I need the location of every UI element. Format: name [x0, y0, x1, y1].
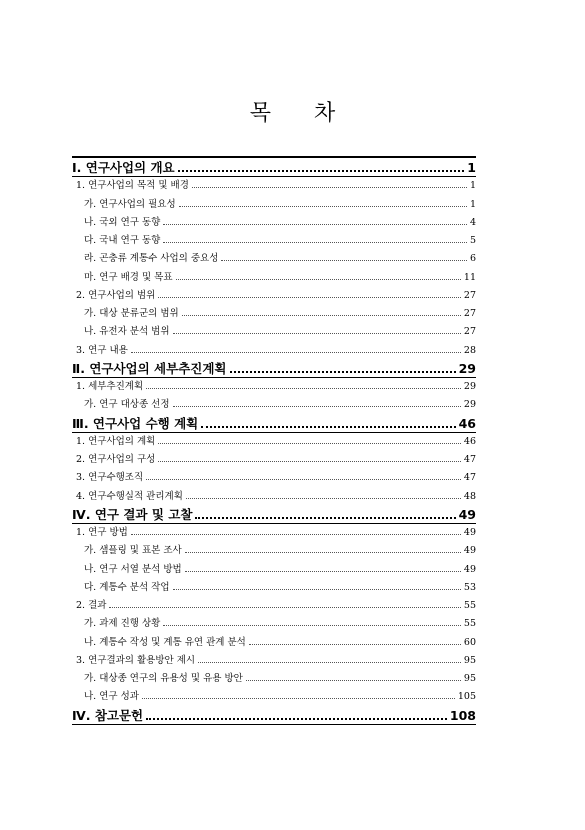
dot-leader: [186, 498, 461, 499]
dot-leader: [182, 315, 461, 316]
dot-leader: [173, 333, 461, 334]
toc-entry-page: 47: [463, 472, 476, 484]
toc-subsection[interactable]: [72, 615, 476, 633]
toc-subsection[interactable]: [72, 561, 476, 579]
dot-leader: [176, 279, 461, 280]
toc-section[interactable]: [72, 469, 476, 487]
dot-leader: [198, 662, 461, 663]
toc-entry-label: 나. 계통수 작성 및 계통 유연 관계 분석: [84, 636, 246, 648]
toc-entry-page: 27: [463, 308, 476, 319]
toc-entry-label: Ⅳ. 연구 결과 및 고찰: [72, 506, 193, 522]
toc-entry-label: 나. 연구 서열 분석 방법: [84, 563, 182, 575]
dot-leader: [163, 224, 467, 225]
dot-leader: [131, 352, 461, 353]
dot-leader: [179, 206, 467, 207]
toc-section[interactable]: [72, 451, 476, 469]
toc-entry-page: 48: [463, 490, 476, 502]
toc-entry-page: 29: [463, 399, 476, 411]
toc-section[interactable]: [72, 433, 476, 451]
toc-entry-page: 49: [463, 545, 476, 557]
toc-subsection[interactable]: [72, 579, 476, 597]
dot-leader: [163, 625, 461, 626]
toc-subsection[interactable]: [72, 269, 476, 287]
toc-subsection[interactable]: [72, 542, 476, 560]
toc-entry-label: 3. 연구수행조직: [76, 472, 144, 484]
toc-section[interactable]: [72, 287, 476, 305]
dot-leader: [249, 644, 461, 645]
toc-entry-page: 1: [469, 180, 476, 192]
dot-leader: [230, 371, 456, 373]
toc-entry-page: 105: [457, 691, 476, 703]
toc-entry-page: 1: [467, 160, 476, 175]
dot-leader: [185, 552, 461, 553]
toc-entry-label: Ⅲ. 연구사업 수행 계획: [72, 415, 199, 431]
toc-entry-page: 29: [458, 360, 476, 376]
toc-subsection[interactable]: [72, 396, 476, 414]
toc-chapter[interactable]: [72, 707, 476, 725]
dot-leader: [192, 187, 467, 188]
toc-entry-label: 2. 연구사업의 구성: [76, 454, 156, 465]
toc-section[interactable]: [72, 597, 476, 615]
dot-leader: [246, 680, 461, 681]
dot-leader: [146, 718, 447, 720]
toc-entry-label: 4. 연구수행실적 관리계획: [76, 490, 183, 502]
toc-chapter[interactable]: [72, 159, 476, 177]
toc-entry-page: 4: [469, 216, 476, 228]
toc-section[interactable]: [72, 342, 476, 360]
toc-entry-label: 1. 연구사업의 계획: [76, 435, 156, 447]
toc-section[interactable]: [72, 177, 476, 195]
toc-section[interactable]: [72, 378, 476, 396]
toc-entry-page: 49: [463, 527, 476, 538]
dot-leader: [158, 297, 461, 298]
toc-entry-page: 108: [449, 707, 476, 723]
toc-entry-label: Ⅰ. 연구사업의 개요: [72, 160, 175, 175]
toc-subsection[interactable]: [72, 634, 476, 652]
toc-entry-label: 가. 연구사업의 필요성: [84, 198, 176, 210]
toc-entry-label: 다. 계통수 분석 작업: [84, 581, 170, 593]
toc-entry-label: 2. 연구사업의 범위: [76, 289, 156, 301]
toc-entry-page: 11: [463, 271, 476, 283]
dot-leader: [185, 571, 461, 572]
dot-leader: [158, 461, 461, 462]
dot-leader: [131, 534, 461, 535]
toc-subsection[interactable]: [72, 688, 476, 706]
chapter-divider: [72, 724, 476, 725]
toc-entry-label: 가. 대상종 연구의 유용성 및 유용 방안: [84, 673, 243, 684]
dot-leader: [142, 698, 455, 699]
toc-entry-page: 1: [469, 198, 476, 210]
toc-entry-page: 6: [469, 253, 476, 265]
toc-entry-page: 49: [463, 563, 476, 575]
dot-leader: [146, 479, 461, 480]
toc-entry-label: 나. 국외 연구 동향: [84, 216, 161, 228]
dot-leader: [173, 406, 461, 407]
toc-subsection[interactable]: [72, 214, 476, 232]
toc-entry-label: Ⅱ. 연구사업의 세부추진계획: [72, 360, 227, 376]
toc-entry-page: 95: [463, 673, 476, 684]
toc-entry-page: 46: [458, 415, 476, 431]
dot-leader: [158, 443, 461, 444]
toc-chapter[interactable]: [72, 506, 476, 524]
toc-section[interactable]: [72, 488, 476, 506]
toc-entry-label: 라. 곤충류 계통수 사업의 중요성: [84, 253, 219, 265]
toc-entry-page: 46: [463, 435, 476, 447]
toc-entry-page: 29: [463, 381, 476, 392]
toc-subsection[interactable]: [72, 250, 476, 268]
toc-entry-label: 나. 유전자 분석 범위: [84, 326, 170, 338]
dot-leader: [163, 242, 467, 243]
toc-entry-page: 28: [463, 344, 476, 356]
toc-entry-page: 49: [458, 506, 476, 522]
toc-entry-label: 가. 샘플링 및 표본 조사: [84, 545, 182, 557]
toc-entry-label: 가. 과제 진행 상황: [84, 618, 161, 630]
toc-entry-label: 가. 대상 분류군의 범위: [84, 308, 179, 319]
toc-section[interactable]: [72, 524, 476, 542]
dot-leader: [201, 426, 455, 428]
toc-entry-label: 다. 국내 연구 동향: [84, 235, 161, 246]
toc-entry-label: 1. 세부추진계획: [76, 381, 144, 392]
dot-leader: [178, 170, 465, 172]
toc-entry-label: 나. 연구 성과: [84, 691, 139, 703]
toc-entry-label: 1. 연구 방법: [76, 527, 128, 538]
toc-entry-page: 55: [463, 618, 476, 630]
toc-entry-label: 2. 결과: [76, 600, 107, 611]
toc-entry-page: 27: [463, 289, 476, 301]
toc-entry-page: 27: [463, 326, 476, 338]
toc-subsection[interactable]: [72, 323, 476, 341]
toc-entry-page: 53: [463, 581, 476, 593]
dot-leader: [109, 607, 460, 608]
toc-chapter[interactable]: [72, 360, 476, 378]
toc-entry-page: 95: [463, 654, 476, 666]
toc-chapter[interactable]: [72, 415, 476, 433]
toc-section[interactable]: [72, 652, 476, 670]
toc-subsection[interactable]: [72, 196, 476, 214]
title-divider: [72, 156, 476, 158]
toc-subsection[interactable]: [72, 670, 476, 688]
dot-leader: [195, 517, 455, 519]
toc-entry-label: 3. 연구 내용: [76, 344, 128, 356]
dot-leader: [173, 589, 461, 590]
toc-entry-label: 가. 연구 대상종 선정: [84, 399, 170, 411]
toc-subsection[interactable]: [72, 232, 476, 250]
toc-entry-label: 3. 연구결과의 활용방안 제시: [76, 654, 196, 666]
dot-leader: [221, 260, 467, 261]
toc-subsection[interactable]: [72, 305, 476, 323]
toc-entry-page: 55: [463, 600, 476, 611]
toc-entry-page: 47: [463, 454, 476, 465]
toc-entry-label: Ⅳ. 참고문헌: [72, 707, 144, 723]
toc-entry-label: 마. 연구 배경 및 목표: [84, 271, 173, 283]
toc-entry-page: 5: [469, 235, 476, 246]
dot-leader: [146, 388, 461, 389]
page-title: 목 차: [249, 101, 354, 126]
toc-entry-page: 60: [463, 636, 476, 648]
toc-entry-label: 1. 연구사업의 목적 및 배경: [76, 180, 189, 192]
